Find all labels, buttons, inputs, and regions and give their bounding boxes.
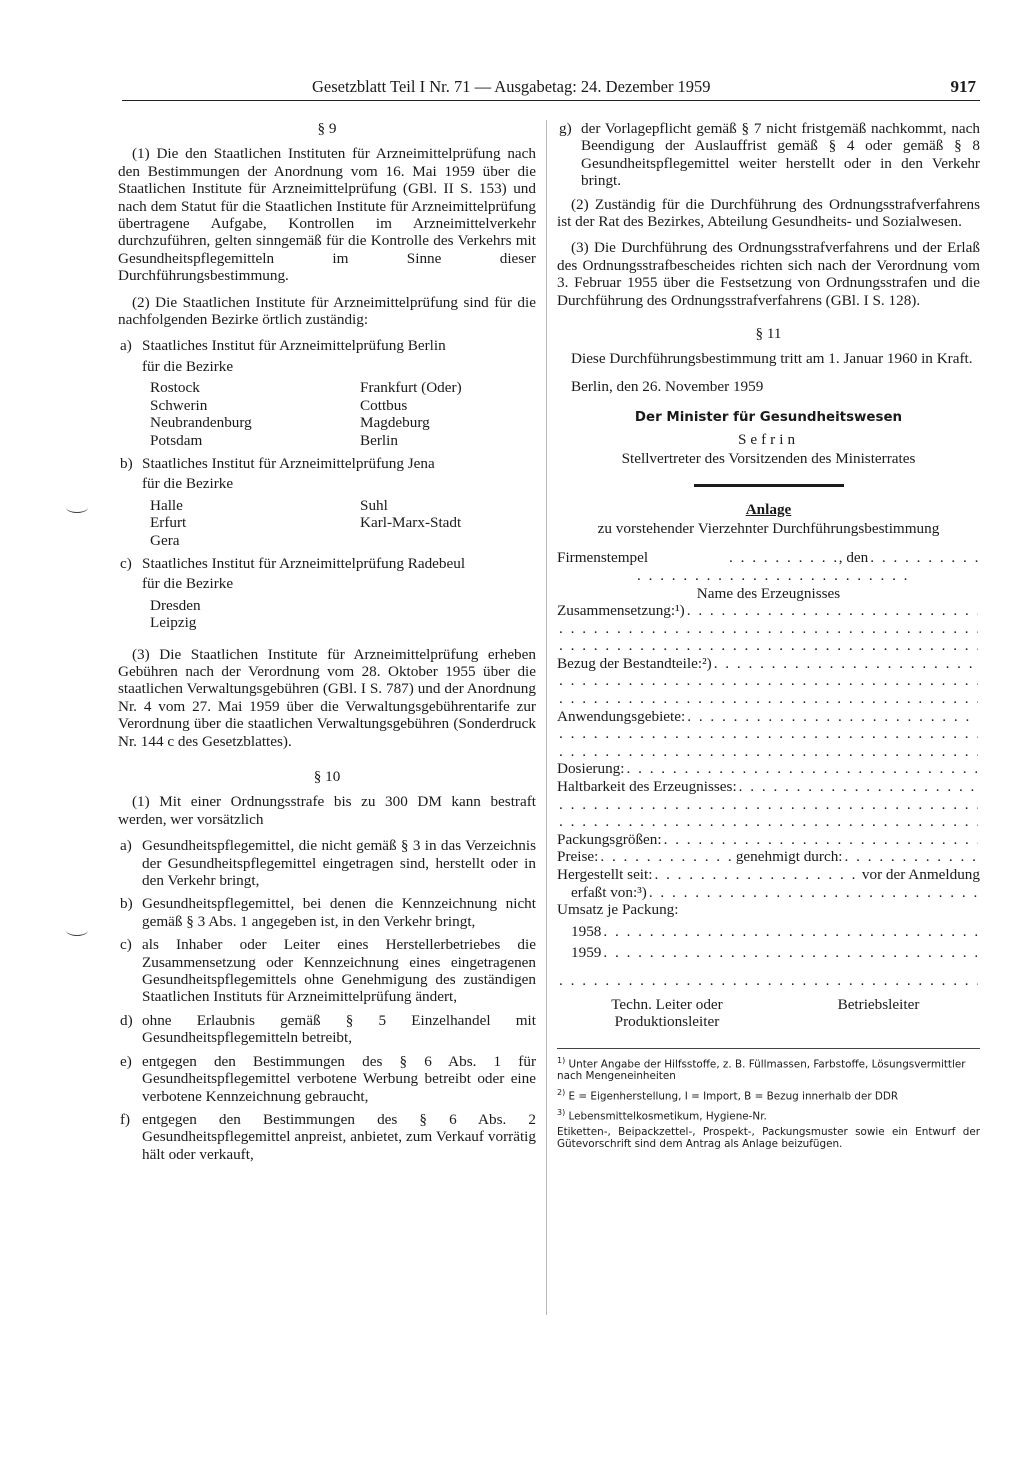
form-label: Packungsgrößen: <box>557 830 662 848</box>
form-row-zusammensetzung <box>557 602 980 620</box>
fill-line <box>559 972 978 989</box>
form-row-signature-line <box>557 972 980 990</box>
list-marker: c) <box>120 554 132 572</box>
form-label: genehmigt durch: <box>735 848 843 866</box>
fill-line <box>687 602 978 619</box>
fill-line <box>845 848 978 865</box>
list-text: Gesundheitspflegemittel, die nicht gemäß § 3 in das Verzeichnis der Gesundheitspflegemittel eingetragen sind, herstellt oder in den Verkehr bringt, <box>142 837 536 890</box>
district-name: Leipzig <box>150 614 197 632</box>
section-heading-10: § 10 <box>313 768 341 785</box>
page-header <box>122 78 980 101</box>
form-row-blank <box>557 620 980 638</box>
list-text: entgegen den Bestimmungen des § 6 Abs. 1 für Gesundheitspflegemittel verbotene Werbung betreibt oder eine verbotene Kennzeichnung gebraucht, <box>142 1052 536 1105</box>
institute-subheading: für die Bezirke <box>142 575 234 593</box>
fill-line <box>739 778 978 795</box>
form-row-blank <box>557 813 980 831</box>
signature-label: Betriebsleiter <box>837 995 920 1013</box>
signature-label: Produktionsleiter <box>614 1012 720 1030</box>
footnote <box>557 1087 980 1103</box>
fill-line <box>600 848 733 865</box>
fill-line <box>637 567 908 584</box>
form-label: vor der Anmeldung <box>861 866 980 883</box>
annex-subheading: zu vorstehender Vierzehnter Durchführungsbestimmung <box>597 519 940 537</box>
form-row-packungsgroessen <box>557 831 980 849</box>
form-row-blank <box>557 637 980 655</box>
institute-subheading: für die Bezirke <box>142 475 234 493</box>
district-name: Dresden <box>150 596 201 614</box>
column-divider <box>546 120 547 1315</box>
annex-heading: Anlage <box>745 500 792 518</box>
footnote-text: Unter Angabe der Hilfsstoffe, z. B. Füllmassen, Farbstoffe, Lösungsvermittler nach Mengeneinheiten <box>557 1058 966 1083</box>
paragraph-9-1: (1) Die den Staatlichen Instituten für Arzneimittelprüfung nach den Bestimmungen der Anordnung vom 16. Mai 1959 über die Staatlichen Institute für Arzneimittelprüfung (GBl. II S. 153) und nach dem Statut für die Staatlichen Institute für Arzneimittelprüfung übertragene Aufgabe, Kontrollen im Arzneimittelverkehr durchzuführen, gelten sinngemäß für die Kontrolle des Verkehrs mit Gesundheitspflegemitteln im Sinne dieser Durchführungsbestimmung. <box>118 145 536 285</box>
fill-line <box>603 923 978 940</box>
form-row-1959 <box>557 944 980 962</box>
paragraph-11: Diese Durchführungsbestimmung tritt am 1. Januar 1960 in Kraft. <box>571 350 973 368</box>
penalty-item <box>557 120 980 190</box>
section-heading-9: § 9 <box>317 120 337 137</box>
list-marker: g) <box>559 120 572 137</box>
institute-entry <box>118 455 536 493</box>
margin-mark <box>66 925 88 936</box>
fill-line <box>559 672 978 689</box>
paragraph-9-3: (3) Die Staatlichen Institute für Arzneimittelprüfung erheben Gebühren nach der Verordnung vom 28. Oktober 1955 über die staatlichen Verwaltungsgebühren (GBl. I S. 787) und der Anordnung Nr. 4 vom 27. Mai 1959 über die Verwaltungsgebührentarife zur Verordnung über die staatlichen Verwaltungsgebühren (Sonderdruck Nr. 144 c des Gesetzblattes). <box>118 645 536 750</box>
penalty-item <box>118 1012 536 1047</box>
form-row-haltbarkeit <box>557 778 980 796</box>
institute-subheading: für die Bezirke <box>142 357 234 375</box>
form-label: Umsatz je Packung: <box>557 901 679 919</box>
form-label: Zusammensetzung:¹) <box>557 602 685 620</box>
form-row-preise <box>557 848 980 866</box>
list-marker: d) <box>120 1011 133 1029</box>
footnote <box>557 1055 980 1083</box>
fill-line <box>714 655 978 672</box>
district-name: Suhl <box>360 496 388 514</box>
footnote-number: 3) <box>557 1108 566 1118</box>
district-name: Karl-Marx-Stadt <box>360 514 462 532</box>
paragraph-10-2: (2) Zuständig für die Durchführung des Ordnungsstrafverfahrens ist der Rat des Bezirkes, Abteilung Gesundheits- und Sozialwesen. <box>557 195 980 231</box>
district-list <box>118 497 536 549</box>
district-name: Halle <box>150 496 183 514</box>
list-marker: b) <box>120 454 133 472</box>
list-marker: a) <box>120 337 132 355</box>
form-label: Hergestellt seit: <box>557 866 653 883</box>
form-row-firmenstempel <box>557 549 980 567</box>
form-row-anwendung <box>557 708 980 726</box>
signature-label: Techn. Leiter oder <box>611 995 723 1013</box>
fill-line <box>687 708 978 725</box>
footnote <box>557 1107 980 1123</box>
list-marker: b) <box>120 895 133 913</box>
form-label: 1958 <box>571 922 602 940</box>
list-text: der Vorlagepflicht gemäß § 7 nicht fristgemäß nachkommt, nach Beendigung der Auslauffrist gemäß § 4 oder gemäß § 8 Gesundheitspflegemittel weiter herstellt oder in den Verkehr bringt. <box>581 120 980 190</box>
list-text: entgegen den Bestimmungen des § 6 Abs. 2 Gesundheitspflegemittel anpreist, anbietet, zum Verkauf vorrätig hält oder verkauft, <box>142 1110 536 1163</box>
header-title: Gesetzblatt Teil I Nr. 71 — Ausgabetag: 24. Dezember 1959 <box>312 77 711 96</box>
institute-entry <box>118 337 536 375</box>
district-name: Potsdam <box>150 431 203 449</box>
paragraph-10-1: (1) Mit einer Ordnungsstrafe bis zu 300 DM kann bestraft werden, wer vorsätzlich <box>118 793 536 828</box>
form-row-name-label <box>557 585 980 603</box>
form-label: Bezug der Bestandteile:²) <box>557 654 712 672</box>
left-column <box>118 120 536 1169</box>
list-text: als Inhaber oder Leiter eines Herstellerbetriebes die Zusammensetzung oder Kennzeichnung eines eingetragenen Gesundheitspflegemittels ohne Genehmigung des zuständigen Staatlichen Instituts für Arzneimittelprüfung ändert, <box>142 936 536 1006</box>
fill-line <box>870 549 978 566</box>
annex-form <box>557 549 980 1030</box>
form-label: Name des Erzeugnisses <box>696 584 841 602</box>
form-row-dosierung <box>557 760 980 778</box>
district-name: Gera <box>150 531 180 549</box>
fill-line <box>729 549 837 566</box>
district-list <box>118 379 536 449</box>
place-date: Berlin, den 26. November 1959 <box>571 377 764 395</box>
fill-line <box>559 813 978 830</box>
footnote-number: 1) <box>557 1056 566 1066</box>
form-label: 1959 <box>571 944 602 962</box>
institute-title: Staatliches Institut für Arzneimittelprüfung Berlin <box>142 337 446 355</box>
district-name: Schwerin <box>150 396 208 414</box>
district-name: Erfurt <box>150 514 187 532</box>
paragraph-9-2: (2) Die Staatlichen Institute für Arzneimittelprüfung sind für die nachfolgenden Bezirke örtlich zuständig: <box>118 293 536 329</box>
form-row-bezug <box>557 655 980 673</box>
district-name: Neubrandenburg <box>150 414 252 432</box>
right-column <box>557 120 980 1150</box>
district-name: Berlin <box>360 431 398 449</box>
minister-role: Stellvertreter des Vorsitzenden des Ministerrates <box>621 450 916 468</box>
institute-title: Staatliches Institut für Arzneimittelprüfung Radebeul <box>142 554 466 572</box>
form-label: Firmenstempel <box>557 549 649 567</box>
penalty-item <box>118 895 536 930</box>
form-row-hergestellt <box>557 866 980 884</box>
form-signatures <box>557 996 980 1031</box>
form-label: Dosierung: <box>557 760 625 778</box>
penalty-item <box>118 936 536 1006</box>
form-row-name <box>557 567 980 585</box>
form-row-blank <box>557 672 980 690</box>
list-text: ohne Erlaubnis gemäß § 5 Einzelhandel mit Gesundheitspflegemitteln betreibt, <box>142 1011 536 1047</box>
fill-line <box>664 831 978 848</box>
fill-line <box>559 796 978 813</box>
fill-line <box>559 620 978 637</box>
footnote-text: E = Eigenherstellung, I = Import, B = Bezug innerhalb der DDR <box>568 1090 899 1103</box>
form-row-blank <box>557 743 980 761</box>
institute-entry <box>118 555 536 593</box>
fill-line <box>559 637 978 654</box>
form-label: , den <box>838 549 869 567</box>
footnote-number: 2) <box>557 1088 566 1098</box>
list-text: Gesundheitspflegemittel, bei denen die Kennzeichnung nicht gemäß § 3 Abs. 1 angegeben ist, in den Verkehr bringt, <box>142 895 536 930</box>
form-label: Haltbarkeit des Erzeugnisses: <box>557 778 737 796</box>
district-name: Rostock <box>150 379 200 397</box>
form-row-1958 <box>557 923 980 941</box>
form-row-erfasst <box>557 884 980 902</box>
page-number: 917 <box>950 77 976 96</box>
form-label: Preise: <box>557 848 599 866</box>
form-row-umsatz <box>557 901 980 919</box>
signature-block <box>557 409 980 486</box>
annex-instruction: Etiketten-, Beipackzettel-, Prospekt-, Packungsmuster sowie ein Entwurf der Gütevorschrift sind dem Antrag als Anlage beizufügen. <box>557 1126 980 1150</box>
form-label: erfaßt von:³) <box>571 883 647 901</box>
margin-mark <box>66 502 88 513</box>
penalty-item <box>118 837 536 889</box>
list-marker: a) <box>120 837 132 855</box>
penalty-item <box>118 1053 536 1105</box>
fill-line <box>559 690 978 707</box>
fill-line <box>627 760 979 777</box>
list-marker: f) <box>120 1110 131 1128</box>
signature-rule <box>694 484 844 487</box>
district-name: Frankfurt (Oder) <box>360 379 462 397</box>
footnotes <box>557 1048 980 1150</box>
form-row-blank <box>557 725 980 743</box>
paragraph-10-3: (3) Die Durchführung des Ordnungsstrafverfahrens und der Erlaß des Ordnungsstrafbescheides richten sich nach der Verordnung vom 3. Februar 1955 über die Festsetzung von Ordnungsstrafen und die Durchführung des Ordnungsstrafverfahrens (GBl. I S. 128). <box>557 239 980 309</box>
fill-line <box>603 944 978 961</box>
district-name: Magdeburg <box>360 414 430 432</box>
institute-title: Staatliches Institut für Arzneimittelprüfung Jena <box>142 454 435 472</box>
form-row-blank <box>557 690 980 708</box>
fill-line <box>649 884 978 901</box>
district-list <box>118 597 536 632</box>
minister-name: Sefrin <box>737 430 800 448</box>
section-heading-11: § 11 <box>755 325 782 343</box>
district-name: Cottbus <box>360 396 408 414</box>
fill-line <box>559 725 978 742</box>
footnote-text: Lebensmittelkosmetikum, Hygiene-Nr. <box>568 1110 767 1123</box>
fill-line <box>654 866 859 883</box>
list-marker: e) <box>120 1052 132 1070</box>
fill-line <box>559 743 978 760</box>
penalty-item <box>118 1111 536 1163</box>
form-row-blank <box>557 796 980 814</box>
list-marker: c) <box>120 936 132 954</box>
minister-title: Der Minister für Gesundheitswesen <box>634 410 903 426</box>
form-label: Anwendungsgebiete: <box>557 707 686 725</box>
